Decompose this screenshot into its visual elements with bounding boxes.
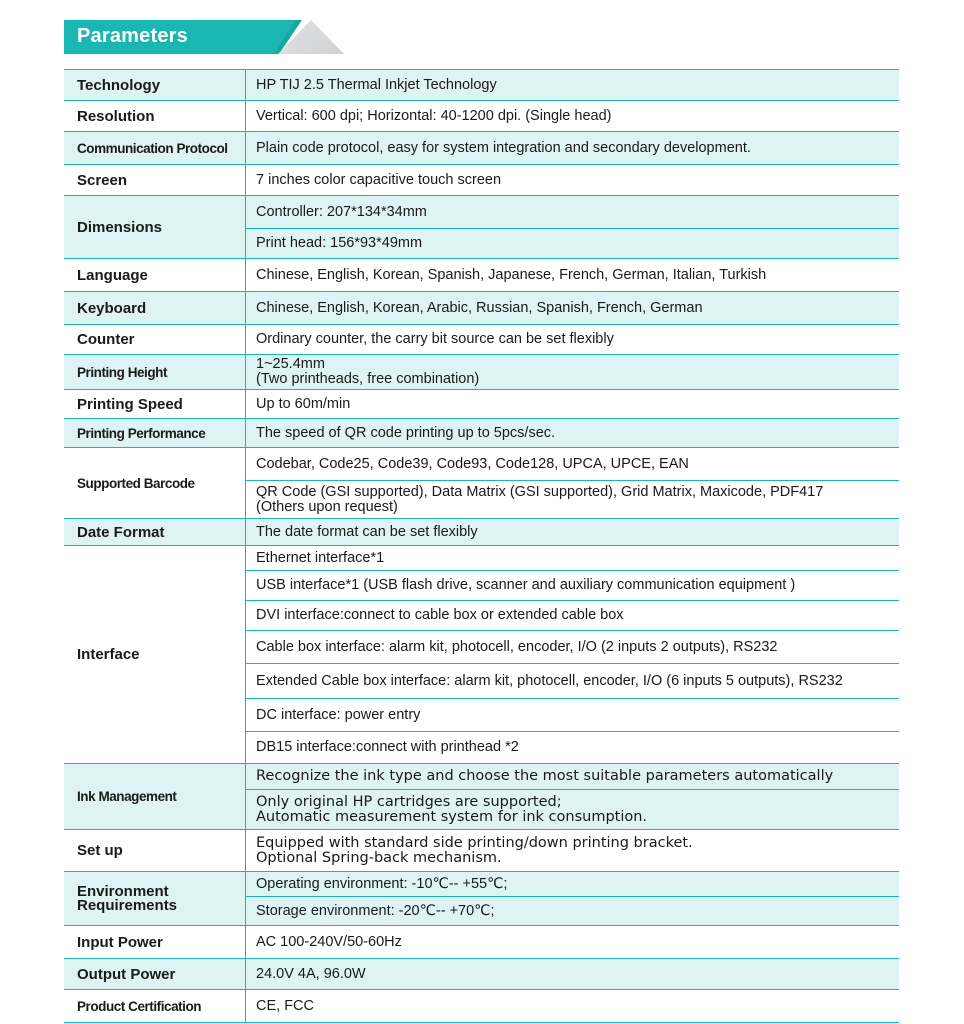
table-row xyxy=(64,259,899,292)
row-value: DC interface: power entry xyxy=(246,699,900,732)
row-value: Storage environment: -20℃-- +70℃; xyxy=(246,897,900,926)
table-row xyxy=(64,519,899,546)
row-value: The date format can be set flexibly xyxy=(246,519,900,546)
table-row xyxy=(64,830,899,872)
row-label: Printing Height xyxy=(64,355,246,390)
row-value: 24.0V 4A, 96.0W xyxy=(246,959,900,990)
row-value: Cable box interface: alarm kit, photocell, encoder, I/O (2 inputs 2 outputs), RS232 xyxy=(246,631,900,664)
table-row xyxy=(64,101,899,132)
row-value: Ordinary counter, the carry bit source can be set flexibly xyxy=(246,325,900,355)
value-line: QR Code (GSI supported), Data Matrix (GSI supported), Grid Matrix, Maxicode, PDF417 xyxy=(256,483,824,500)
row-label: Ink Management xyxy=(64,764,246,830)
row-label: Input Power xyxy=(64,926,246,959)
row-value: Controller: 207*134*34mm xyxy=(246,196,900,229)
row-value: CE, FCC xyxy=(246,990,900,1023)
table-row xyxy=(64,165,899,196)
row-value: DB15 interface:connect with printhead *2 xyxy=(246,732,900,764)
parameters-table xyxy=(64,69,899,1023)
row-value: Plain code protocol, easy for system integration and secondary development. xyxy=(246,132,900,165)
row-label: Printing Performance xyxy=(64,419,246,448)
table-row xyxy=(64,132,899,165)
row-value: 7 inches color capacitive touch screen xyxy=(246,165,900,196)
table-row xyxy=(64,390,899,419)
table-row xyxy=(64,292,899,325)
row-value: Codebar, Code25, Code39, Code93, Code128, UPCA, UPCE, EAN xyxy=(246,448,900,481)
row-value: Print head: 156*93*49mm xyxy=(246,229,900,259)
row-value: DVI interface:connect to cable box or extended cable box xyxy=(246,601,900,631)
row-value: The speed of QR code printing up to 5pcs/sec. xyxy=(246,419,900,448)
table-row xyxy=(64,990,899,1023)
row-value xyxy=(246,830,900,872)
row-label: Resolution xyxy=(64,101,246,132)
row-value: Vertical: 600 dpi; Horizontal: 40-1200 dpi. (Single head) xyxy=(246,101,900,132)
table-row xyxy=(64,70,899,101)
label-line: Requirements xyxy=(77,896,178,914)
label-line: Environment xyxy=(77,882,169,900)
table-row xyxy=(64,355,899,390)
section-header xyxy=(64,20,344,54)
table-row xyxy=(64,764,899,790)
value-line: (Two printheads, free combination) xyxy=(256,371,480,387)
row-value: Recognize the ink type and choose the most suitable parameters automatically xyxy=(246,764,900,790)
section-title: Parameters xyxy=(77,25,188,47)
row-value xyxy=(246,355,900,390)
row-label xyxy=(64,872,246,926)
row-value: Operating environment: -10℃-- +55℃; xyxy=(246,872,900,897)
table-row xyxy=(64,196,899,229)
row-value: Extended Cable box interface: alarm kit, photocell, encoder, I/O (6 inputs 5 outputs), RS232 xyxy=(246,664,900,699)
row-value xyxy=(246,481,900,519)
row-value: Chinese, English, Korean, Arabic, Russian, Spanish, French, German xyxy=(246,292,900,325)
value-line: 1~25.4mm xyxy=(256,356,325,372)
table-row xyxy=(64,325,899,355)
table-row xyxy=(64,546,899,571)
value-line: Only original HP cartridges are supported; xyxy=(256,793,562,810)
row-value: HP TIJ 2.5 Thermal Inkjet Technology xyxy=(246,70,900,101)
value-line: Equipped with standard side printing/down printing bracket. xyxy=(256,834,693,851)
row-value: Ethernet interface*1 xyxy=(246,546,900,571)
row-label: Printing Speed xyxy=(64,390,246,419)
row-label: Communication Protocol xyxy=(64,132,246,165)
row-label: Product Certification xyxy=(64,990,246,1023)
row-label: Counter xyxy=(64,325,246,355)
row-label: Keyboard xyxy=(64,292,246,325)
table-row xyxy=(64,448,899,481)
row-label: Screen xyxy=(64,165,246,196)
row-label: Language xyxy=(64,259,246,292)
table-row xyxy=(64,926,899,959)
row-value xyxy=(246,790,900,830)
table-row xyxy=(64,959,899,990)
row-label: Dimensions xyxy=(64,196,246,259)
row-value: Chinese, English, Korean, Spanish, Japanese, French, German, Italian, Turkish xyxy=(246,259,900,292)
row-label: Set up xyxy=(64,830,246,872)
value-line: Optional Spring-back mechanism. xyxy=(256,849,502,866)
table-row xyxy=(64,872,899,897)
row-label: Supported Barcode xyxy=(64,448,246,519)
value-line: (Others upon request) xyxy=(256,498,398,515)
row-label: Date Format xyxy=(64,519,246,546)
value-line: Automatic measurement system for ink consumption. xyxy=(256,808,648,825)
row-label: Interface xyxy=(64,546,246,764)
row-label: Technology xyxy=(64,70,246,101)
row-label: Output Power xyxy=(64,959,246,990)
table-row xyxy=(64,419,899,448)
row-value: Up to 60m/min xyxy=(246,390,900,419)
row-value: AC 100-240V/50-60Hz xyxy=(246,926,900,959)
row-value: USB interface*1 (USB flash drive, scanner and auxiliary communication equipment ) xyxy=(246,571,900,601)
